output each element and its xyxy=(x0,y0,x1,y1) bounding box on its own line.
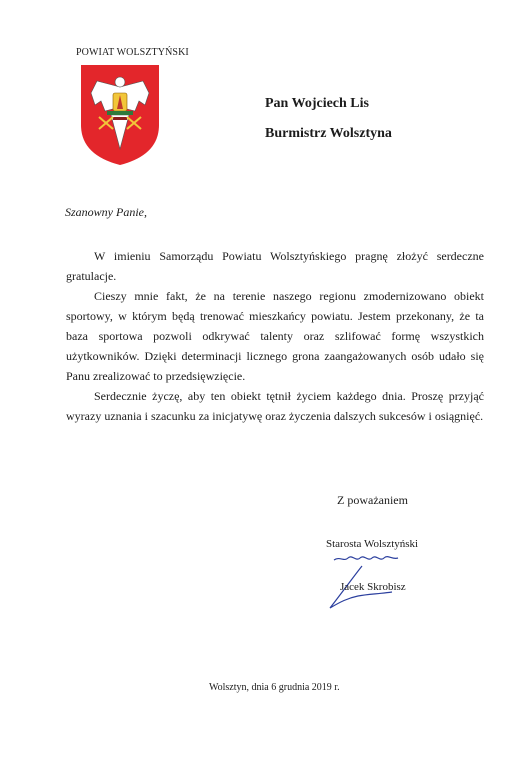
recipient-name: Pan Wojciech Lis xyxy=(265,96,369,111)
signer-name: Jacek Skrobisz xyxy=(340,581,406,593)
paragraph: Cieszy mnie fakt, że na terenie naszego regionu zmodernizowano obiekt sportowy, w którym będą trenować mieszkańcy powiatu. Jestem przekonany, że ta baza sportowa pozwoli odkrywać talenty oraz szlifować formę wszystkich użytkowników. Dzięki determinacji licznego grona zaangażowanych osób udało się Panu zrealizować to przedsięwzięcie. xyxy=(66,289,484,383)
signer-title: Starosta Wolsztyński xyxy=(326,538,419,550)
place-and-date: Wolsztyn, dnia 6 grudnia 2019 r. xyxy=(209,682,340,693)
organization-name: POWIAT WOLSZTYŃSKI xyxy=(76,47,189,58)
closing-phrase: Z poważaniem xyxy=(337,493,408,507)
recipient-title: Burmistrz Wolsztyna xyxy=(265,126,392,141)
coat-of-arms-icon xyxy=(79,63,161,167)
greeting: Szanowny Panie, xyxy=(65,205,147,219)
paragraph: W imieniu Samorządu Powiatu Wolsztyńskiego pragnę złożyć serdeczne gratulacje. xyxy=(66,249,484,283)
letter-body xyxy=(66,246,484,426)
paragraph: Serdecznie życzę, aby ten obiekt tętnił życiem każdego dnia. Proszę przyjąć wyrazy uznania i szacunku za inicjatywę oraz życzenia dalszych sukcesów i osiągnięć. xyxy=(66,389,484,423)
recipient-block xyxy=(265,96,392,156)
